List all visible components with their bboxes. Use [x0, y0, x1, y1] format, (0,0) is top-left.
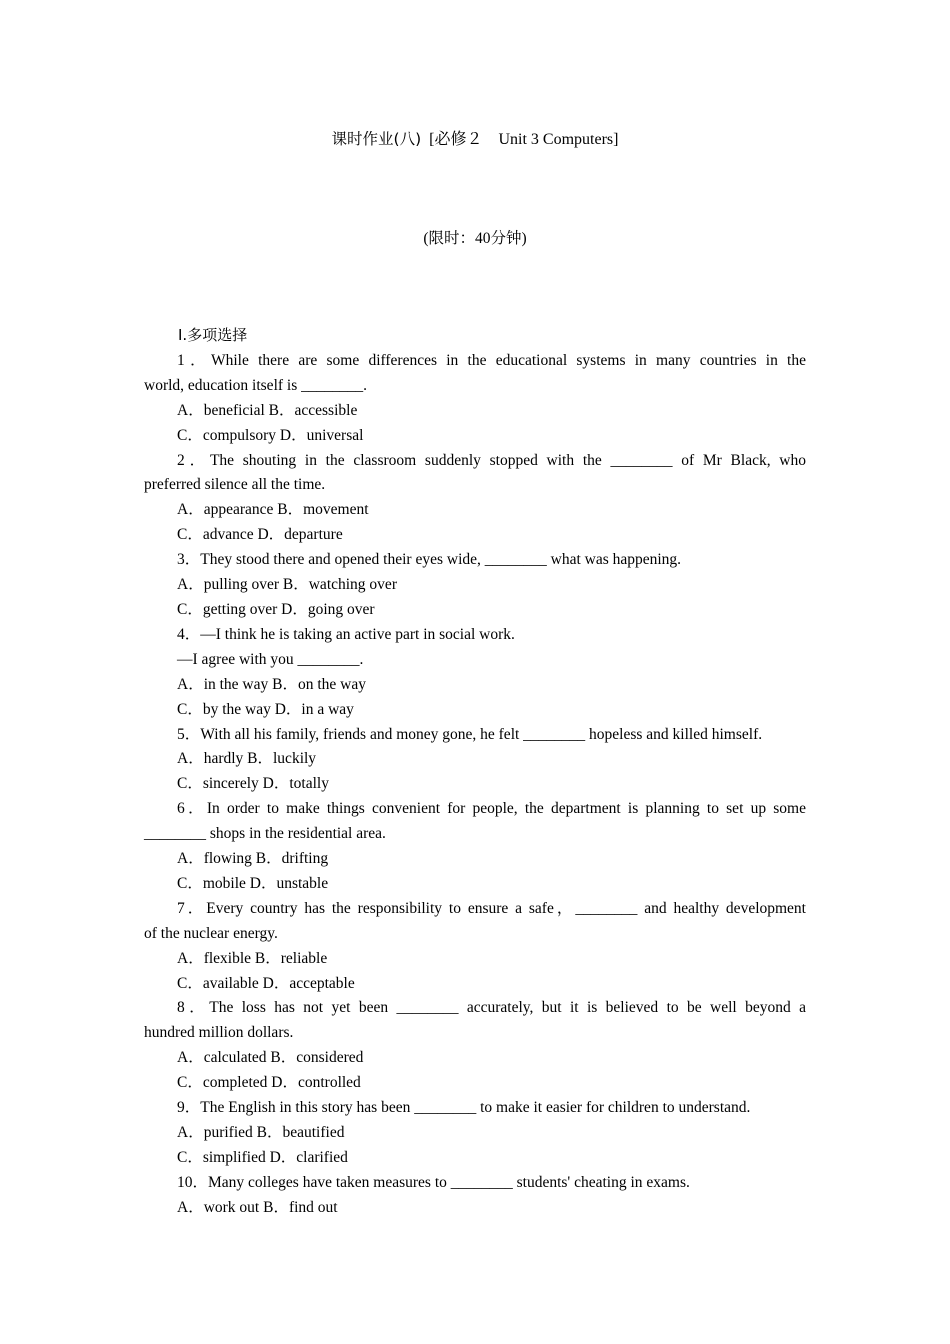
- question-5-options-cd: C．sincerely D．totally: [177, 775, 329, 793]
- question-4-options-ab: A．in the way B．on the way: [177, 675, 366, 693]
- question-9-options-cd: C．simplified D．clarified: [177, 1148, 348, 1166]
- question-2-line-2: preferred silence all the time.: [144, 476, 326, 494]
- question-3-options-ab: A．pulling over B．watching over: [177, 576, 397, 594]
- title-course: [必修２ Unit 3 Computers]: [429, 131, 619, 148]
- question-3-options-cd: C．getting over D．going over: [177, 600, 375, 618]
- question-3-line-1: 3．They stood there and opened their eyes wide, ________ what was happening.: [177, 551, 682, 569]
- question-8-line-1: 8．The loss has not yet been ________ accurately, but it is believed to be well beyond a: [177, 999, 806, 1017]
- question-8-line-2: hundred million dollars.: [144, 1024, 294, 1042]
- question-1-line-2: world, education itself is ________.: [144, 376, 367, 394]
- question-2-options-ab: A．appearance B．movement: [177, 501, 369, 519]
- question-6-options-cd: C．mobile D．unstable: [177, 874, 329, 892]
- question-7-options-cd: C．available D．acceptable: [177, 974, 355, 992]
- question-8-options-cd: C．completed D．controlled: [177, 1074, 361, 1092]
- question-4-options-cd: C．by the way D．in a way: [177, 700, 354, 718]
- question-6-line-1: 6．In order to make things convenient for people, the department is planning to set up some: [177, 800, 806, 818]
- question-9-options-ab: A．purified B．beautified: [177, 1124, 345, 1141]
- question-7-line-2: of the nuclear energy.: [144, 924, 278, 942]
- time-limit: (限时：40分钟): [423, 230, 527, 247]
- question-1-line-1: 1．While there are some differences in the educational systems in many countries in the: [177, 351, 806, 369]
- question-1-options-cd: C．compulsory D．universal: [177, 426, 364, 444]
- question-7-options-ab: A．flexible B．reliable: [177, 949, 328, 967]
- question-9-line-1: 9．The English in this story has been ________ to make it easier for children to understand.: [177, 1099, 751, 1117]
- section-heading: Ⅰ.多项选择: [178, 326, 248, 344]
- exercise-body: [144, 323, 806, 1221]
- page-title: [0, 126, 950, 149]
- title-chinese: 课时作业(八): [331, 130, 422, 148]
- question-5-options-ab: A．hardly B．luckily: [177, 750, 317, 768]
- question-10-options-ab: A．work out B．find out: [177, 1198, 338, 1216]
- question-5-line-1: 5．With all his family, friends and money gone, he felt ________ hopeless and killed himself.: [177, 725, 763, 743]
- question-6-line-2: ________ shops in the residential area.: [144, 825, 386, 843]
- question-7-line-1: 7．Every country has the responsibility to ensure a safe，________ and healthy development: [177, 899, 806, 917]
- question-1-options-ab: A．beneficial B．accessible: [177, 401, 358, 419]
- question-4-line-1: 4．—I think he is taking an active part in social work.: [177, 625, 515, 643]
- question-2-line-1: 2．The shouting in the classroom suddenly stopped with the ________ of Mr Black, who: [177, 451, 806, 469]
- question-8-options-ab: A．calculated B．considered: [177, 1049, 364, 1067]
- question-6-options-ab: A．flowing B．drifting: [177, 850, 329, 868]
- question-4-line-2: —I agree with you ________.: [177, 650, 364, 668]
- question-10-line-1: 10．Many colleges have taken measures to ________ students' cheating in exams.: [177, 1173, 690, 1191]
- question-2-options-cd: C．advance D．departure: [177, 526, 343, 544]
